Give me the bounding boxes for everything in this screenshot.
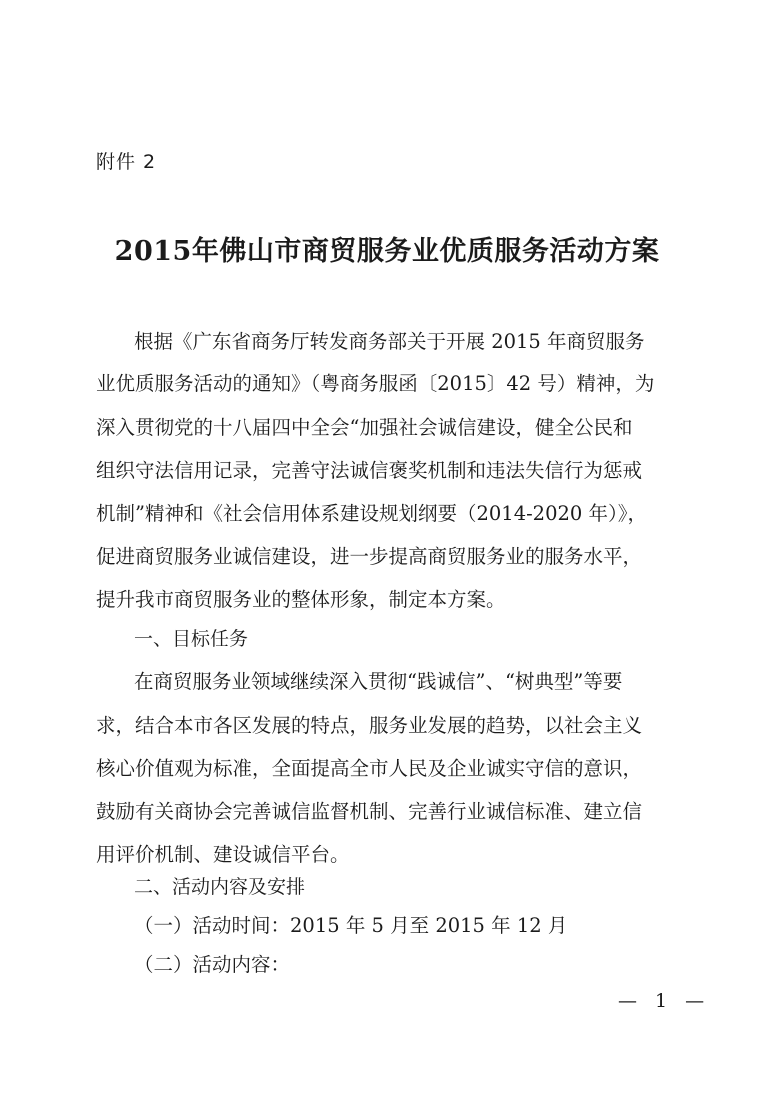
document-title: 2015年佛山市商贸服务业优质服务活动方案 <box>114 236 660 267</box>
body-line: 求，结合本市各区发展的特点，服务业发展的趋势，以社会主义 <box>96 714 643 737</box>
body-line: 业优质服务活动的通知》（粤商务服函〔2015〕42 号）精神，为 <box>96 372 655 395</box>
body-line: 机制”精神和《社会信用体系建设规划纲要（2014-2020 年）》， <box>96 502 648 525</box>
body-line: 促进商贸服务业诚信建设，进一步提高商贸服务业的服务水平， <box>96 545 643 568</box>
body-line: 用评价机制、建设诚信平台。 <box>96 843 350 866</box>
subitem-activity-time: （一）活动时间：2015 年 5 月至 2015 年 12 月 <box>134 914 568 937</box>
body-line: 核心价值观为标准，全面提高全市人民及企业诚实守信的意识， <box>96 757 643 780</box>
page-number: — 1 — <box>618 990 711 1012</box>
section-heading-goals: 一、目标任务 <box>134 628 249 650</box>
body-line: 在商贸服务业领域继续深入贯彻“践诚信”、“树典型”等要 <box>134 670 623 693</box>
body-line: 鼓励有关商协会完善诚信监督机制、完善行业诚信标准、建立信 <box>96 800 643 823</box>
section-heading-activities: 二、活动内容及安排 <box>134 876 306 898</box>
body-line: 组织守法信用记录，完善守法诚信褒奖机制和违法失信行为惩戒 <box>96 459 643 482</box>
body-line: 根据《广东省商务厅转发商务部关于开展 2015 年商贸服务 <box>134 330 645 353</box>
attachment-label: 附件 2 <box>96 151 157 173</box>
body-line: 提升我市商贸服务业的整体形象，制定本方案。 <box>96 588 506 611</box>
subitem-activity-content: （二）活动内容： <box>134 953 291 976</box>
body-line: 深入贯彻党的十八届四中全会“加强社会诚信建设，健全公民和 <box>96 416 633 439</box>
